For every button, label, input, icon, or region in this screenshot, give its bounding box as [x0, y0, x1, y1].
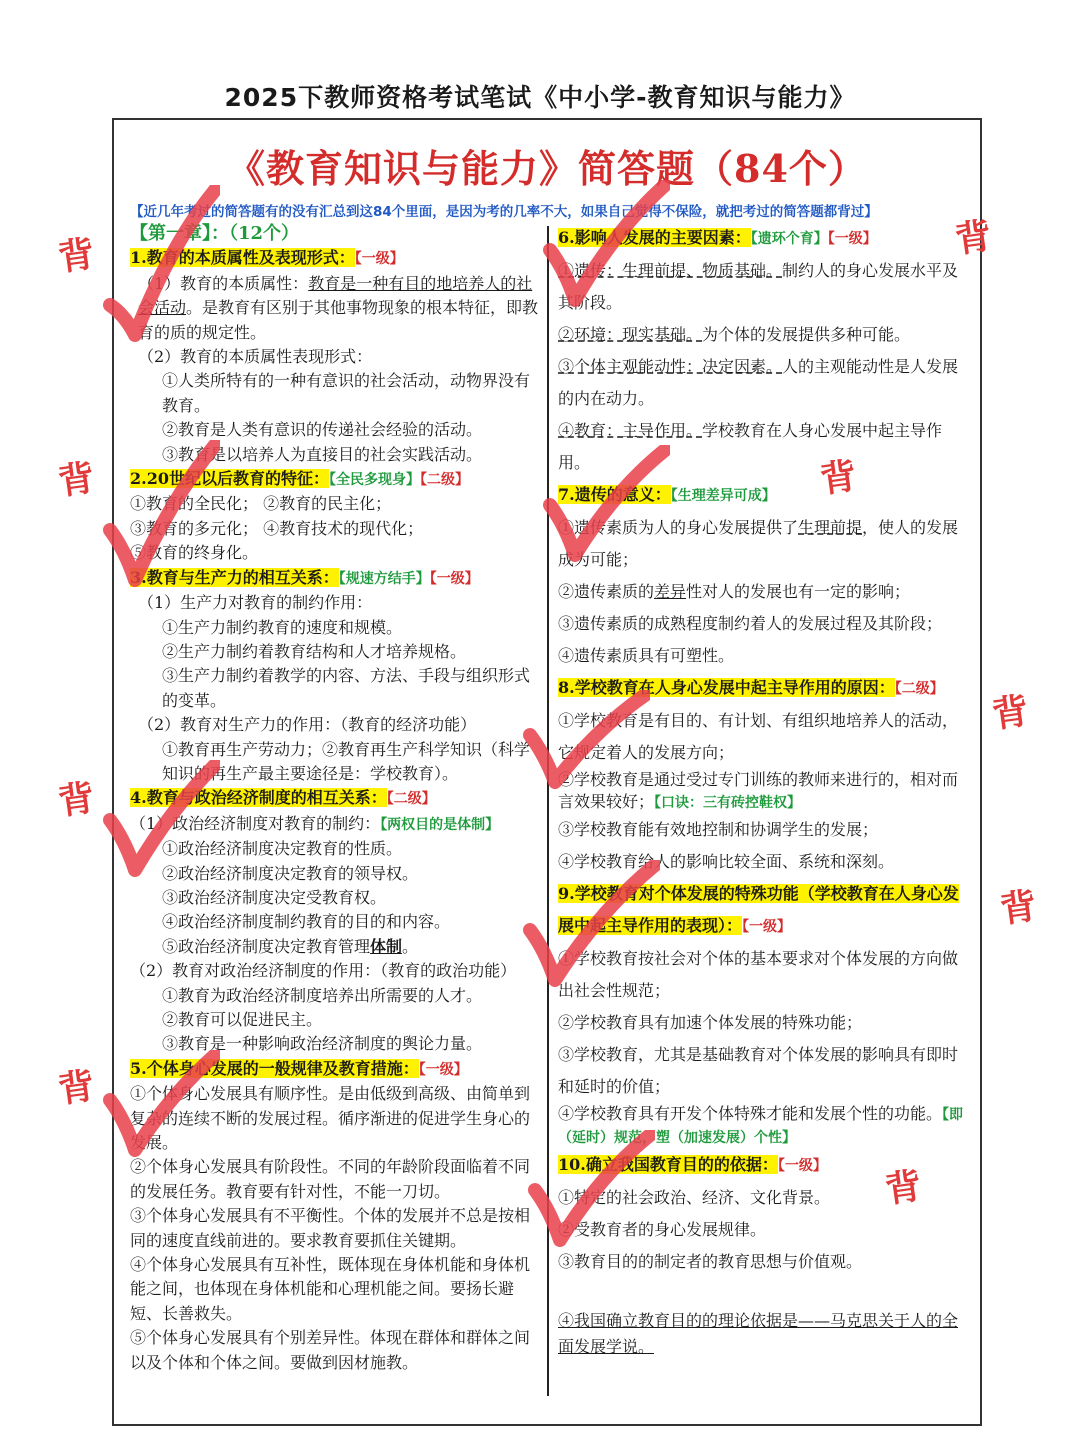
text: ①教育再生产劳动力；②教育再生产科学知识（科学知识的再生产最主要途径是：学校教育）。 — [162, 739, 531, 783]
text: ③教育的多元化； ④教育技术的现代化； — [130, 518, 424, 538]
text: （2）教育的本质属性表现形式： — [138, 347, 373, 367]
underlined-text: ③个体主观能动性：决定因素。 — [558, 357, 783, 376]
handwritten-annotation: 背 — [817, 455, 860, 502]
text: ③教育是以培养人为直接目的社会实践活动。 — [162, 444, 483, 464]
text: ①人类所特有的一种有意识的社会活动，动物界没有教育。 — [162, 371, 531, 415]
text: ⑤个体身心发展具有个别差异性。体现在群体和群体之间以及个体和个体之间。要做到因材施教。 — [130, 1328, 531, 1372]
mnemonic-tag: 【规速方结手】 — [338, 570, 430, 587]
text: （1）政治经济制度对教育的制约： — [130, 813, 381, 833]
text: ②学校教育具有加速个体发展的特殊功能； — [558, 1013, 863, 1032]
question-title: 8.学校教育在人身心发展中起主导作用的原因： — [558, 678, 895, 697]
text: ④政治经济制度制约教育的目的和内容。 — [162, 912, 451, 932]
text: ③政治经济制度决定受教育权。 — [162, 887, 387, 907]
handwritten-annotation: 背 — [55, 457, 98, 504]
handwritten-annotation: 背 — [952, 215, 995, 262]
text: ③学校教育能有效地控制和协调学生的发展； — [558, 820, 879, 839]
mnemonic-tag: 【即（延时）规范，塑（加速发展）个性】 — [558, 1107, 964, 1146]
text: （1）教育的本质属性： — [138, 273, 309, 293]
check-mark-icon — [100, 760, 220, 880]
level-badge: 【一级】 — [777, 1158, 827, 1174]
check-mark-icon — [100, 1050, 220, 1160]
text: ③遗传素质的成熟程度制约着人的发展过程及其阶段； — [558, 614, 943, 633]
text: ⑤教育的终身化。 — [130, 543, 259, 563]
text: ②生产力制约着教育结构和人才培养规格。 — [162, 641, 467, 661]
handwritten-annotation: 背 — [882, 1165, 925, 1212]
question-title: 7.遗传的意义： — [558, 485, 671, 504]
text: ②政治经济制度决定教育的领导权。 — [162, 863, 419, 883]
text: 。是教育有区别于其他事物现象的根本特征，即教育的质的规定性。 — [138, 298, 539, 342]
chapter-heading: 【第一章】：（12个） — [130, 223, 300, 244]
mnemonic-tag: 【口诀：三有砖控鞋权】 — [654, 795, 802, 811]
underlined-text: ①遗传：生理前提、物质基础。 — [558, 261, 783, 280]
question-title: 10.确立我国教育目的的依据： — [558, 1155, 778, 1174]
text: ②教育是人类有意识的传递社会经验的活动。 — [162, 420, 483, 440]
text: ③教育是一种影响政治经济制度的舆论力量。 — [162, 1034, 483, 1054]
check-mark-icon — [520, 690, 650, 790]
underlined-text: ④我国确立教育目的的理论依据是——马克思关于人的全面发展学说。 — [558, 1311, 959, 1356]
question-title: 5.个体身心发展的一般规律及教育措施： — [130, 1058, 419, 1078]
underlined-text: 差异 — [654, 582, 687, 601]
text: 人的主观能动性是人发展的内在动力。 — [558, 357, 959, 408]
text: ①学校教育按社会对个体的基本要求对个体发展的方向做出社会性规范； — [558, 949, 959, 1000]
text: ①生产力制约教育的速度和规模。 — [162, 617, 403, 637]
text: ②受教育者的身心发展规律。 — [558, 1220, 767, 1239]
text: 性对人的发展也有一定的影响； — [686, 582, 911, 601]
underlined-text: 教育是一种有目的地培养人的社会活动 — [138, 273, 533, 318]
text: ①教育的全民化； ②教育的民主化； — [130, 494, 392, 514]
question-title: 4.教育与政治经济制度的相互关系： — [130, 788, 387, 808]
text: （1）生产力对教育的制约作用： — [138, 593, 373, 613]
handwritten-annotation: 背 — [55, 777, 98, 824]
text: ④学校教育给人的影响比较全面、系统和深刻。 — [558, 852, 895, 871]
text: ③生产力制约着教学的内容、方法、手段与组织形式的变革。 — [162, 666, 531, 710]
level-badge: 【一级】 — [418, 1061, 468, 1078]
main-title: 《教育知识与能力》简答题（84个） — [227, 146, 867, 191]
question-title: 6.影响人发展的主要因素： — [558, 228, 751, 247]
handwritten-annotation: 背 — [55, 233, 98, 280]
check-mark-icon — [540, 180, 670, 310]
text: （2）教育对生产力的作用：（教育的经济功能） — [138, 715, 477, 735]
text: ②学校教育是通过受过专门训练的教师来进行的，相对而言效果较好； — [558, 770, 959, 811]
text: ②遗传素质的 — [558, 582, 655, 601]
check-mark-icon — [100, 440, 220, 600]
handwritten-annotation: 背 — [989, 690, 1032, 737]
text: ①政治经济制度决定教育的性质。 — [162, 839, 403, 859]
text: ②教育可以促进民主。 — [162, 1010, 323, 1029]
handwritten-annotation: 背 — [55, 1065, 98, 1112]
check-mark-icon — [520, 860, 660, 990]
underlined-text: ④教育：主导作用。 — [558, 421, 703, 440]
text: ①个体身心发展具有顺序性。是由低级到高级、由简单到复杂的连续不断的发展过程。循序渐进的促进学生身心的发展。 — [130, 1084, 531, 1153]
level-badge: 【二级】 — [386, 791, 436, 808]
text: ③教育目的的制定者的教育思想与价值观。 — [558, 1252, 863, 1271]
underlined-text: 生理前提 — [798, 518, 863, 537]
page-header: 2025下教师资格考试笔试《中小学-教育知识与能力》 — [224, 83, 856, 112]
notice-text: 【近几年考过的简答题有的没有汇总到这84个里面，是因为考的几率不大，如果自己觉得不保险，就把考过的简答题都背过】 — [130, 204, 878, 220]
question-title: 9.学校教育对个体发展的特殊功能（学校教育在人身心发展中起主导作用的表现）： — [558, 884, 959, 935]
text: 。 — [402, 936, 419, 956]
level-badge: 【二级】 — [419, 472, 469, 489]
text: （2）教育对政治经济制度的作用：（教育的政治功能） — [130, 961, 517, 981]
text: ④个体身心发展具有互补性，既体现在身体机能和身体机能之间，也体现在身体机能和心理机能之间。要扬长避短、长善救失。 — [130, 1255, 531, 1323]
text: ④学校教育具有开发个体特殊才能和发展个性的功能。 — [558, 1104, 943, 1123]
level-badge: 【二级】 — [894, 681, 944, 697]
question-title: 2.20世纪以后教育的特征： — [130, 469, 329, 489]
check-mark-icon — [100, 185, 220, 345]
check-mark-icon — [540, 445, 670, 565]
text: 制约人的身心发展水平及其阶段。 — [558, 261, 959, 312]
text: ，使人的发展成为可能； — [558, 518, 959, 569]
mnemonic-tag: 【生理差异可成】 — [670, 488, 776, 504]
text: ③学校教育，尤其是基础教育对个体发展的影响具有即时和延时的价值； — [558, 1045, 959, 1096]
mnemonic-tag: 【两权目的是体制】 — [380, 816, 500, 833]
text: 学校教育在人身心发展中起主导作用。 — [558, 421, 943, 472]
mnemonic-tag: 【全民多现身】 — [328, 472, 420, 489]
level-badge: 【一级】 — [827, 231, 877, 247]
text: ④遗传素质具有可塑性。 — [558, 646, 735, 665]
mnemonic-tag: 【遗环个育】 — [750, 231, 828, 247]
underlined-text: ②环境：现实基础。 — [558, 325, 703, 344]
level-badge: 【一级】 — [354, 251, 404, 268]
text: 为个体的发展提供多种可能。 — [702, 325, 911, 344]
text: ①教育为政治经济制度培养出所需要的人才。 — [162, 985, 483, 1005]
question-title: 3.教育与生产力的相互关系： — [130, 567, 339, 587]
text: ⑤政治经济制度决定教育管理 — [162, 936, 371, 956]
text: ①特定的社会政治、经济、文化背景。 — [558, 1188, 831, 1207]
level-badge: 【一级】 — [742, 919, 792, 935]
level-badge: 【一级】 — [429, 570, 479, 587]
text: ①遗传素质为人的身心发展提供了 — [558, 518, 799, 537]
text: ①学校教育是有目的、有计划、有组织地培养人的活动，它规定着人的发展方向； — [558, 711, 959, 762]
handwritten-annotation: 背 — [997, 885, 1040, 932]
question-title: 1.教育的本质属性及表现形式： — [130, 248, 355, 268]
text: ②个体身心发展具有阶段性。不同的年龄阶段面临着不同的发展任务。教育要有针对性，不能一刀切。 — [130, 1157, 531, 1201]
text: ③个体身心发展具有不平衡性。个体的发展并不总是按相同的速度直线前进的。要求教育要抓住关键期。 — [130, 1206, 531, 1250]
check-mark-icon — [525, 1130, 655, 1250]
underlined-text: 体制 — [370, 936, 403, 956]
